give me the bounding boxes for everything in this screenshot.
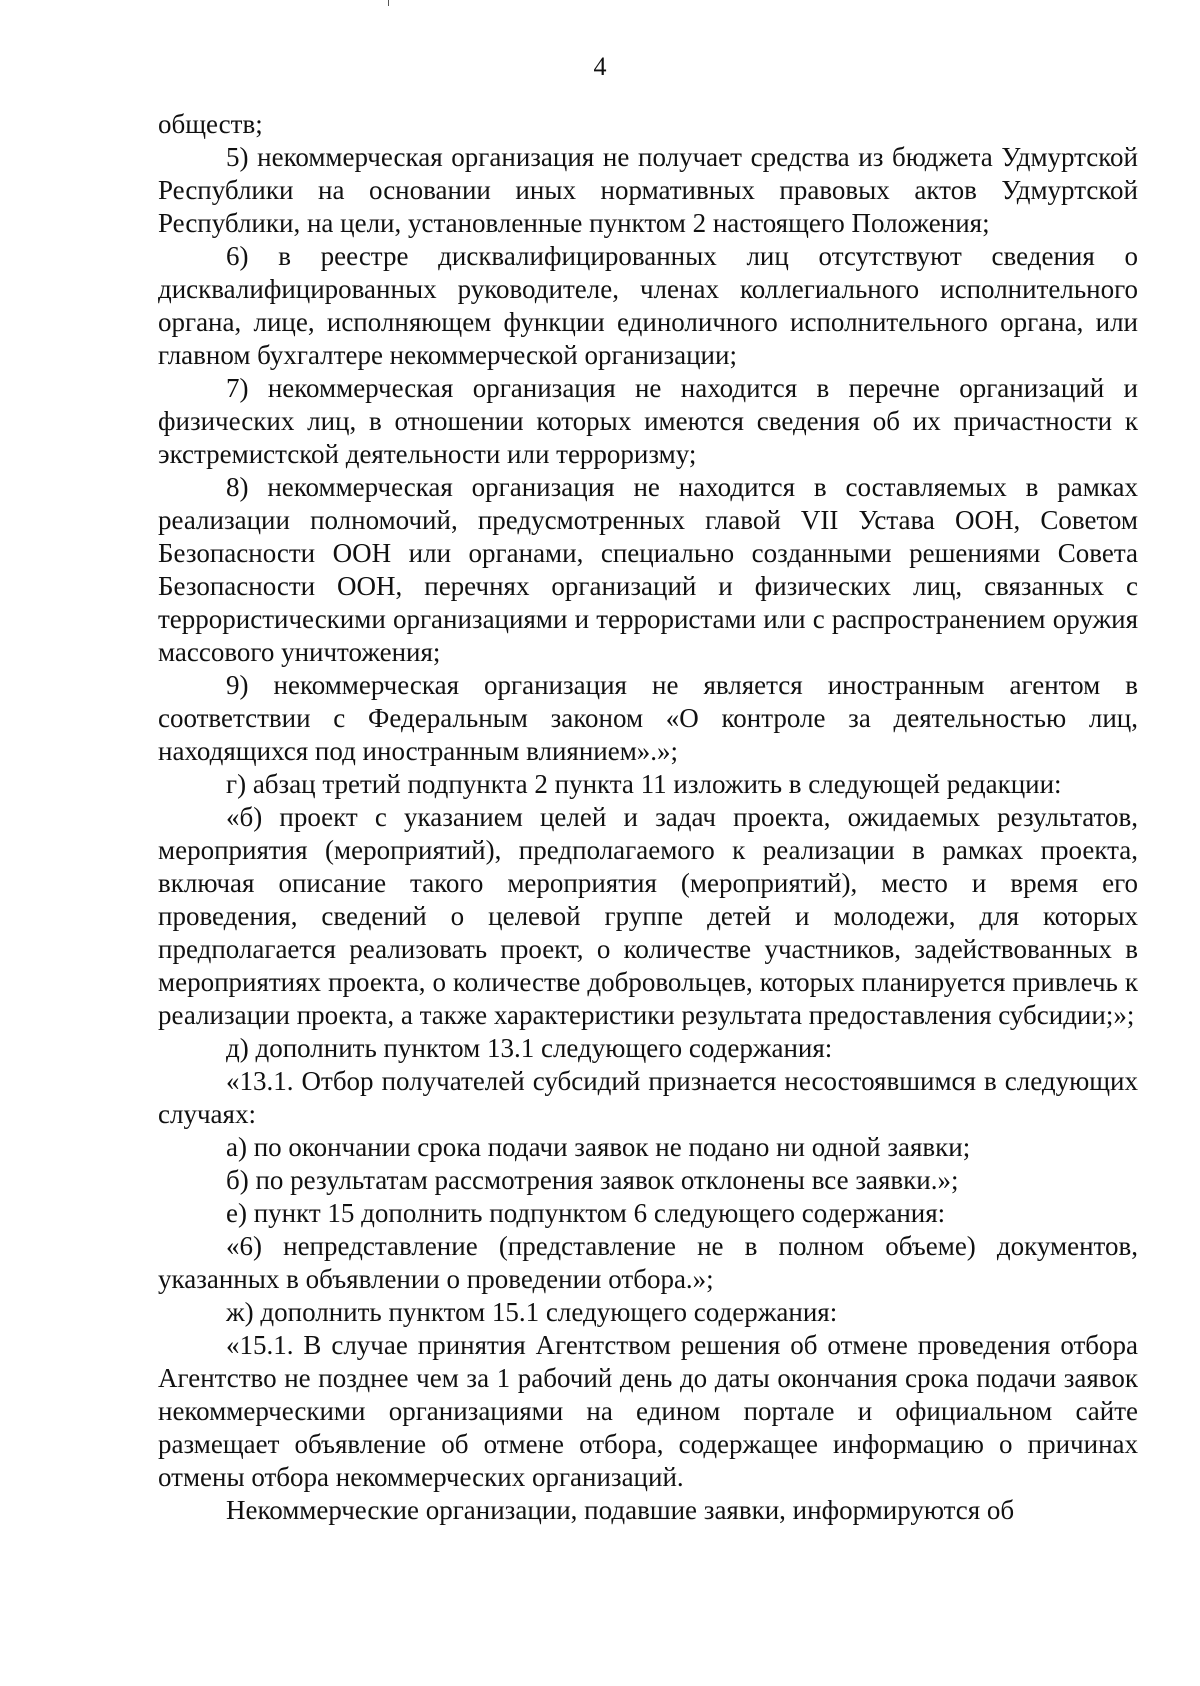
paragraph-item-7: 7) некоммерческая организация не находится в перечне организаций и физических лиц, в отношении которых имеются сведения об их причастности к экстремистской деятельности или терроризму; [158, 373, 1138, 469]
paragraph-quote-15-1: «15.1. В случае принятия Агентством решения об отмене проведения отбора Агентство не позднее чем за 1 рабочий день до даты окончания срока подачи заявок некоммерческими организациями на едином портале и официальном сайте размещает объявление об отмене отбора, содержащее информацию о причинах отмены отбора некоммерческих организаций. [158, 1330, 1138, 1492]
paragraph-sub-a: а) по окончании срока подачи заявок не подано ни одной заявки; [226, 1132, 971, 1162]
paragraph-item-zh: ж) дополнить пунктом 15.1 следующего содержания: [226, 1297, 838, 1327]
scan-artifact-mark [388, 0, 389, 6]
paragraph-quote-6: «6) непредставление (представление не в полном объеме) документов, указанных в объявлении о проведении отбора.»; [158, 1231, 1138, 1294]
paragraph-item-d: д) дополнить пунктом 13.1 следующего содержания: [226, 1033, 833, 1063]
paragraph-item-e: е) пункт 15 дополнить подпунктом 6 следующего содержания: [226, 1198, 946, 1228]
paragraph-item-8: 8) некоммерческая организация не находится в составляемых в рамках реализации полномочий, предусмотренных главой VII Устава ООН, Советом Безопасности ООН или органами, специально созданными решениями Совета Безопасности ООН, перечнях организаций и физических лиц, связанных с террористическими организациями и террористами или с распространением оружия массового уничтожения; [158, 472, 1138, 667]
paragraph-quote-b: «б) проект с указанием целей и задач проекта, ожидаемых результатов, мероприятия (мероприятий), предполагаемого к реализации в рамках проекта, включая описание такого мероприятия (мероприятий), место и время его проведения, сведений о целевой группе детей и молодежи, для которых предполагается реализовать проект, о количестве участников, задействованных в мероприятиях проекта, о количестве добровольцев, которых планируется привлечь к реализации проекта, а также характеристики результата предоставления субсидии;»; [158, 802, 1138, 1030]
paragraph-item-5: 5) некоммерческая организация не получает средства из бюджета Удмуртской Республики на основании иных нормативных правовых актов Удмуртской Республики, на цели, установленные пунктом 2 настоящего Положения; [158, 142, 1138, 238]
document-body [158, 108, 1138, 1527]
paragraph-sub-b: б) по результатам рассмотрения заявок отклонены все заявки.»; [226, 1165, 959, 1195]
paragraph-item-g: г) абзац третий подпункта 2 пункта 11 изложить в следующей редакции: [226, 769, 1062, 799]
paragraph-continuation: обществ; [158, 109, 263, 139]
paragraph-final: Некоммерческие организации, подавшие заявки, информируются об [226, 1495, 1015, 1525]
paragraph-item-9: 9) некоммерческая организация не является иностранным агентом в соответствии с Федеральным законом «О контроле за деятельностью лиц, находящихся под иностранным влиянием».»; [158, 670, 1138, 766]
paragraph-item-6: 6) в реестре дисквалифицированных лиц отсутствуют сведения о дисквалифицированных руководителе, членах коллегиального исполнительного органа, лице, исполняющем функции единоличного исполнительного органа, или главном бухгалтере некоммерческой организации; [158, 241, 1138, 370]
paragraph-quote-13-1: «13.1. Отбор получателей субсидий признается несостоявшимся в следующих случаях: [158, 1066, 1138, 1129]
page-number: 4 [593, 52, 607, 81]
